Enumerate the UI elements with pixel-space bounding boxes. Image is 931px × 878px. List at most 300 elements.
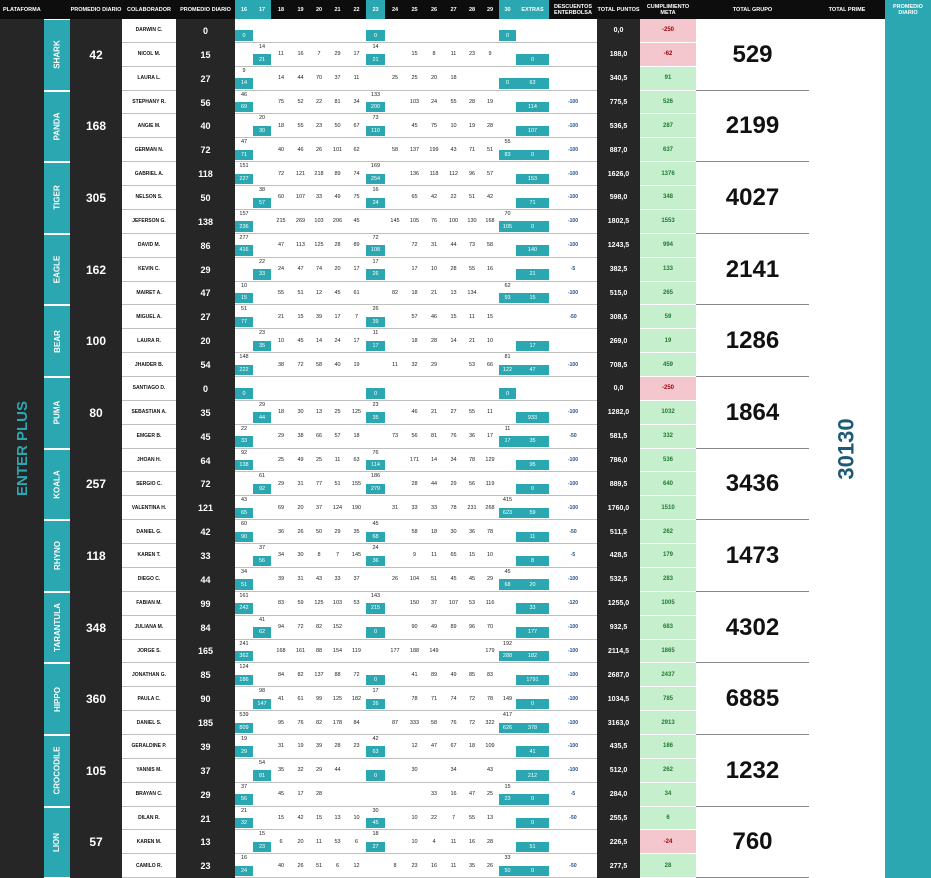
day-value: 0 [366, 616, 385, 639]
day-value: 34 [353, 99, 360, 106]
collaborator-average: 90 [176, 687, 235, 711]
descuento-value: -5 [570, 552, 576, 559]
day-value: 28 [486, 838, 494, 845]
day-value: 51 [486, 146, 494, 153]
collaborator-name: LAURA L. [122, 67, 176, 90]
descuento-value: -120 [567, 600, 578, 607]
header-day-17: 17 [253, 0, 271, 19]
day-value: 34 51 [235, 568, 253, 591]
day-value: 105 [409, 218, 420, 225]
day-value: 72 108 [366, 234, 385, 257]
team-name: CROCODILE [44, 736, 70, 806]
day-value: 0 [499, 67, 516, 90]
header-cumplimiento: CUMPLIMIENTO META [640, 0, 696, 19]
day-value: 55 [450, 99, 457, 106]
day-value: 17 [353, 266, 360, 273]
day-value: 11 [392, 361, 398, 368]
descuento-value: -50 [569, 433, 577, 440]
day-value: 26 [486, 862, 494, 869]
descuento-value: -100 [567, 624, 578, 631]
day-value: 17 [411, 266, 418, 273]
collaborator-name: LAURA R. [122, 329, 176, 352]
day-value: 51 [315, 862, 323, 869]
day-value: 7 [317, 51, 321, 58]
day-value: 15 [297, 313, 304, 320]
collaborator-average: 85 [176, 663, 235, 687]
header-day-28: 28 [463, 0, 481, 19]
total-points: 269,0 [597, 329, 640, 353]
goal-compliance: 6 [640, 807, 696, 831]
day-value: 36 [468, 433, 476, 440]
extras-value: 140 [516, 234, 549, 257]
day-value: 109 [485, 743, 495, 750]
team-average: 360 [70, 663, 122, 735]
day-value: 58 [391, 146, 399, 153]
day-value: 11 [316, 838, 322, 845]
collaborator-name: GABRIEL A. [122, 162, 176, 185]
collaborator-average: 72 [176, 138, 235, 162]
day-value: 10 [430, 266, 438, 273]
day-value: 17 [334, 313, 341, 320]
day-value: 39 [277, 576, 285, 583]
day-value: 8 [317, 552, 321, 559]
extras-value: 20 [516, 568, 549, 591]
day-value: 130 [467, 218, 477, 225]
day-value: 21 [277, 313, 285, 320]
total-points: 340,5 [597, 67, 640, 91]
day-value: 69 [277, 504, 285, 511]
total-points: 598,0 [597, 186, 640, 210]
day-value: 51 [430, 576, 438, 583]
day-value: 11 [334, 457, 341, 464]
day-value: 81 122 [499, 353, 516, 376]
goal-compliance: 179 [640, 544, 696, 568]
collaborator-name: DIEGO C. [122, 568, 176, 591]
day-value: 44 [297, 75, 304, 82]
extras-value: 63 [516, 67, 549, 90]
extras-value: 153 [516, 162, 549, 185]
goal-compliance: 994 [640, 234, 696, 258]
day-value: 28 [450, 266, 457, 273]
day-value: 66 [315, 433, 323, 440]
team-total-group: 760 [696, 807, 809, 878]
day-value: 11 17 [499, 425, 516, 448]
day-value: 71 [430, 695, 438, 702]
extras-value: 212 [516, 759, 549, 782]
day-value: 14 [430, 457, 438, 464]
day-value: 149 [502, 695, 513, 702]
day-value: 72 [277, 170, 285, 177]
day-value: 26 39 [366, 305, 385, 328]
goal-compliance: 2437 [640, 663, 696, 687]
day-value: 73 [468, 242, 476, 249]
goal-compliance: 262 [640, 520, 696, 544]
day-value: 42 [297, 815, 304, 822]
day-value: 37 [430, 600, 438, 607]
day-value: 9 [412, 552, 417, 559]
day-value: 269 [295, 218, 306, 225]
day-value: 125 [332, 695, 343, 702]
day-value: 95 [277, 719, 285, 726]
total-points: 515,0 [597, 282, 640, 306]
day-value: 19 [297, 743, 304, 750]
extras-value: 0 [516, 854, 549, 877]
day-value: 125 [314, 600, 324, 607]
day-value: 43 [486, 767, 494, 774]
goal-compliance: 637 [640, 138, 696, 162]
day-value: 41 [277, 695, 285, 702]
day-value: 53 [334, 838, 341, 845]
day-value: 63 [353, 457, 360, 464]
total-points: 1282,0 [597, 401, 640, 425]
day-value: 15 23 [499, 783, 516, 806]
goal-compliance: 283 [640, 568, 696, 592]
day-value: 0 [366, 663, 385, 686]
day-value: 53 [468, 361, 476, 368]
extras-value: 15 [516, 282, 549, 305]
day-value: 96 [468, 624, 476, 631]
day-value: 13 [486, 815, 494, 822]
day-value: 65 [450, 552, 457, 559]
descuento-value: -50 [569, 815, 577, 822]
team-total-group: 2199 [696, 91, 809, 163]
team-total-group: 1473 [696, 520, 809, 592]
total-points: 708,5 [597, 353, 640, 377]
day-value: 199 [429, 146, 439, 153]
day-value: 57 [486, 170, 494, 177]
day-value: 18 [277, 122, 285, 129]
day-value: 47 [468, 791, 476, 798]
header-day-18: 18 [271, 0, 291, 19]
extras-value: 0 [516, 783, 549, 806]
day-value: 11 [353, 75, 360, 82]
day-value: 182 [351, 695, 362, 702]
header-promedio-diario: PROMEDIO DIARIO [885, 0, 931, 19]
day-value: 60 [277, 194, 285, 201]
collaborator-name: DANIEL G. [122, 520, 176, 543]
day-value: 53 [468, 600, 476, 607]
day-value: 124 186 [235, 663, 253, 686]
day-value: 143 215 [366, 592, 385, 615]
day-value: 84 [353, 719, 360, 726]
header-promedio: PROMEDIO DIARIO [176, 0, 235, 19]
extras-value: 0 [516, 472, 549, 495]
collaborator-name: KAREN M. [122, 830, 176, 853]
day-value: 112 [449, 170, 458, 177]
day-value: 539 809 [235, 711, 253, 734]
goal-compliance: 287 [640, 114, 696, 138]
day-value: 29 [334, 51, 341, 58]
day-value: 89 [353, 242, 360, 249]
collaborator-average: 138 [176, 210, 235, 234]
day-value: 45 [468, 576, 476, 583]
day-value: 33 [430, 791, 438, 798]
day-value: 16 [450, 791, 457, 798]
day-value: 38 57 [253, 186, 271, 209]
descuento-value: -100 [567, 194, 578, 201]
day-value: 47 [277, 242, 285, 249]
collaborator-name: JORGE S. [122, 640, 176, 663]
day-value: 28 [334, 743, 341, 750]
day-value: 149 [429, 647, 439, 654]
day-value: 103 [332, 600, 343, 607]
day-value: 20 30 [253, 114, 271, 137]
team-name: EAGLE [44, 235, 70, 305]
collaborator-average: 64 [176, 449, 235, 473]
day-value: 18 [411, 337, 418, 344]
day-value: 18 [277, 409, 285, 416]
day-value: 11 [278, 51, 284, 58]
collaborator-name: JEFERSON G. [122, 210, 176, 233]
descuento-value [549, 377, 597, 400]
team-name: HIPPO [44, 664, 70, 734]
platform-label: ENTER PLUS [0, 19, 44, 878]
day-value: 333 [409, 719, 420, 726]
day-value: 82 [297, 671, 304, 678]
goal-compliance: 332 [640, 425, 696, 449]
total-points: 532,5 [597, 568, 640, 592]
descuento-value: -100 [567, 671, 578, 678]
team-average: 57 [70, 807, 122, 878]
day-value: 45 [297, 337, 304, 344]
day-value: 76 [450, 433, 457, 440]
collaborator-average: 0 [176, 377, 235, 401]
day-value: 7 [354, 313, 359, 320]
day-value: 145 [351, 552, 362, 559]
day-value: 161 [295, 647, 306, 654]
collaborator-name: NICOL M. [122, 43, 176, 66]
total-points: 277,5 [597, 854, 640, 878]
day-value: 52 [297, 99, 304, 106]
descuento-value: -100 [567, 504, 578, 511]
header-total-prime: TOTAL PRIME [809, 0, 885, 19]
descuento-value: -100 [567, 409, 578, 416]
extras-value: 33 [516, 592, 549, 615]
day-value: 103 [314, 218, 324, 225]
day-value: 45 [450, 576, 457, 583]
team-name: PUMA [44, 378, 70, 448]
day-value: 231 [467, 504, 477, 511]
day-value: 40 [334, 361, 341, 368]
day-value: 78 [411, 695, 418, 702]
descuento-value: -100 [567, 457, 578, 464]
day-value: 60 90 [235, 520, 253, 543]
descuento-value: -50 [569, 528, 577, 535]
extras-value: 11 [516, 520, 549, 543]
day-value: 137 [409, 146, 420, 153]
extras-value: 51 [516, 830, 549, 853]
day-value: 42 [430, 194, 438, 201]
day-value: 277 416 [235, 234, 253, 257]
goal-compliance: 536 [640, 449, 696, 473]
descuento-value [549, 19, 597, 42]
collaborator-average: 84 [176, 616, 235, 640]
day-value: 10 [411, 838, 418, 845]
day-value: 72 [297, 361, 304, 368]
day-value: 61 92 [253, 472, 271, 495]
day-value: 29 [277, 480, 285, 487]
day-value: 4 [432, 838, 436, 845]
day-value: 26 [391, 576, 399, 583]
day-value: 155 [351, 480, 362, 487]
collaborator-name: JULIANA M. [122, 616, 176, 639]
collaborator-name: SERGIO C. [122, 472, 176, 495]
day-value: 47 [430, 743, 438, 750]
goal-compliance: 91 [640, 67, 696, 91]
team-total-group: 4027 [696, 162, 809, 234]
day-value: 29 [450, 480, 457, 487]
day-value: 154 [332, 647, 343, 654]
header-day-26: 26 [424, 0, 444, 19]
header-team-avg: PROMEDIO DIARIO [70, 0, 122, 19]
day-value: 45 [411, 122, 418, 129]
descuento-value: -100 [567, 146, 578, 153]
descuento-value: -100 [567, 719, 578, 726]
day-value: 6 [335, 862, 340, 869]
total-points: 2114,5 [597, 640, 640, 664]
day-value: 51 [297, 289, 304, 296]
day-value: 21 [430, 289, 438, 296]
total-points: 308,5 [597, 305, 640, 329]
day-value: 104 [409, 576, 420, 583]
day-value: 169 254 [366, 162, 385, 185]
extras-value: 59 [516, 496, 549, 519]
total-points: 581,5 [597, 425, 640, 449]
day-value: 55 [297, 122, 304, 129]
day-value: 82 [315, 719, 323, 726]
day-value: 90 [411, 624, 418, 631]
day-value: 10 [353, 815, 360, 822]
day-value: 37 [315, 504, 323, 511]
day-value: 188 [409, 647, 420, 654]
day-value: 26 [315, 146, 323, 153]
collaborator-name: EMGER B. [122, 425, 176, 448]
total-points: 1243,5 [597, 234, 640, 258]
day-value: 177 [390, 647, 400, 654]
day-value: 21 32 [235, 807, 253, 830]
collaborator-name: DAVID M. [122, 234, 176, 257]
goal-compliance: 1553 [640, 210, 696, 234]
day-value: 13 [315, 409, 323, 416]
day-value: 27 [450, 409, 457, 416]
collaborator-name: JHAIDER B. [122, 353, 176, 376]
total-points: 536,5 [597, 114, 640, 138]
day-value: 89 [450, 624, 457, 631]
day-value: 44 [450, 242, 457, 249]
goal-compliance: 34 [640, 783, 696, 807]
day-value: 96 [468, 170, 476, 177]
extras-value: 0 [516, 807, 549, 830]
descuento-value: -100 [567, 99, 578, 106]
day-value: 85 [468, 671, 476, 678]
day-value: 74 [353, 170, 360, 177]
day-value: 87 [391, 719, 399, 726]
day-value: 26 [297, 528, 304, 535]
day-value: 46 69 [235, 91, 253, 114]
day-value: 15 [486, 313, 494, 320]
team-total-group: 6885 [696, 663, 809, 735]
day-value: 49 [450, 671, 457, 678]
day-value: 148 222 [235, 353, 253, 376]
collaborator-average: 54 [176, 353, 235, 377]
day-value: 65 [411, 194, 418, 201]
day-value: 129 [485, 457, 495, 464]
day-value: 44 [430, 480, 438, 487]
day-value: 25 [315, 457, 323, 464]
day-value: 11 [450, 51, 457, 58]
descuento-value: -50 [569, 313, 577, 320]
day-value: 17 [353, 51, 360, 58]
day-value: 23 [353, 743, 360, 750]
day-value: 47 [297, 266, 304, 273]
total-points: 511,5 [597, 520, 640, 544]
day-value: 7 [451, 815, 456, 822]
day-value: 51 [468, 194, 476, 201]
day-value: 0 [366, 19, 385, 42]
day-value: 35 [277, 767, 285, 774]
day-value: 67 [450, 743, 457, 750]
collaborator-name: YANNIS M. [122, 759, 176, 782]
day-value: 12 [411, 743, 418, 750]
team-average: 257 [70, 449, 122, 521]
day-value: 19 29 [235, 735, 253, 758]
collaborator-average: 86 [176, 234, 235, 258]
day-value: 100 [448, 218, 459, 225]
day-value: 75 [430, 122, 438, 129]
day-value: 58 [411, 528, 418, 535]
day-value: 15 [277, 815, 285, 822]
descuento-value [549, 830, 597, 853]
day-value: 46 [297, 146, 304, 153]
descuento-value: -100 [567, 170, 578, 177]
day-value: 157 236 [235, 210, 253, 233]
day-value: 121 [295, 170, 306, 177]
day-value: 29 [486, 576, 494, 583]
day-value: 18 [450, 75, 457, 82]
team-total-group: 1864 [696, 377, 809, 449]
day-value: 6 [354, 838, 359, 845]
collaborator-average: 99 [176, 592, 235, 616]
day-value: 107 [448, 600, 459, 607]
day-value: 118 [429, 170, 439, 177]
day-value: 49 [334, 194, 341, 201]
total-points: 435,5 [597, 735, 640, 759]
descuento-value [549, 67, 597, 90]
day-value: 168 [485, 218, 495, 225]
descuento-value: -100 [567, 218, 578, 225]
descuento-value [549, 329, 597, 352]
goal-compliance: 28 [640, 854, 696, 878]
day-value: 29 44 [253, 401, 271, 424]
day-value: 28 [468, 99, 476, 106]
day-value: 94 [277, 624, 285, 631]
team-average: 162 [70, 234, 122, 306]
collaborator-name: MIGUEL A. [122, 305, 176, 328]
day-value: 168 [276, 647, 286, 654]
day-value: 0 [235, 19, 253, 42]
day-value: 11 [431, 552, 437, 559]
day-value: 37 [353, 576, 360, 583]
day-value: 37 56 [235, 783, 253, 806]
total-points: 382,5 [597, 258, 640, 282]
day-value: 72 [468, 719, 476, 726]
day-value: 71 [468, 146, 476, 153]
day-value: 72 [297, 624, 304, 631]
day-value: 178 [332, 719, 343, 726]
day-value: 33 [334, 576, 341, 583]
day-value: 37 [334, 75, 341, 82]
day-value: 54 81 [253, 759, 271, 782]
